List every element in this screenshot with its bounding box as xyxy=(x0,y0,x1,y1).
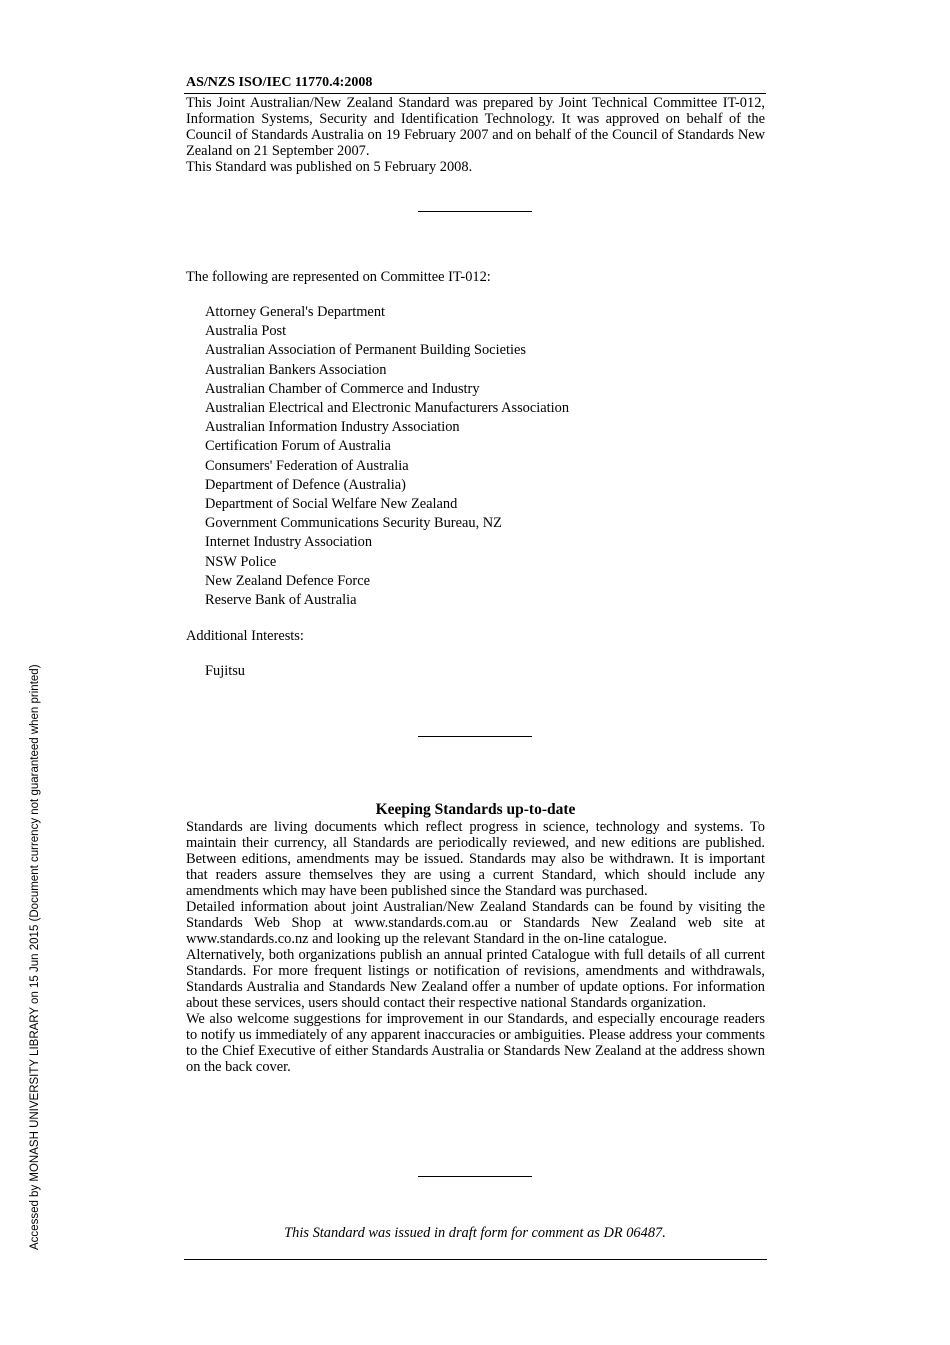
committee-intro: The following are represented on Committee IT-012: xyxy=(186,269,491,285)
committee-member: Australian Information Industry Association xyxy=(205,419,460,436)
additional-interest: Fujitsu xyxy=(205,663,245,679)
additional-interests-list xyxy=(205,662,245,681)
preparation-paragraph: This Joint Australian/New Zealand Standard was prepared by Joint Technical Committee IT-012, Information Systems, Security and Identification Technology. It was approved on behalf of the Council of Standards Australia on 19 February 2007 and on behalf of the Council of Standards New Zealand on 21 September 2007. xyxy=(186,95,765,159)
committee-member: Government Communications Security Bureau, NZ xyxy=(205,515,502,532)
footer-rule xyxy=(184,1259,767,1260)
section-divider xyxy=(418,211,532,212)
committee-member: Department of Defence (Australia) xyxy=(205,476,406,493)
committee-member: Australia Post xyxy=(205,323,287,340)
additional-interests-heading: Additional Interests: xyxy=(186,628,304,644)
keeping-paragraph: Detailed information about joint Australian/New Zealand Standards can be found by visiting the Standards Web Shop at www.standards.com.au or Standards New Zealand web site at www.standards.co.nz and looking up the relevant Standard in the on-line catalogue. xyxy=(186,899,765,947)
committee-member: Attorney General's Department xyxy=(205,304,386,320)
header-rule xyxy=(184,93,766,94)
section-divider xyxy=(418,1176,532,1177)
keeping-paragraph: Alternatively, both organizations publish an annual printed Catalogue with full details of all current Standards. For more frequent listings or notification of revisions, amendments and withdrawals, Standards Australia and Standards New Zealand offer a number of update options. For information about these services, users should contact their respective national Standards organization. xyxy=(186,947,765,1011)
document-identifier: AS/NZS ISO/IEC 11770.4:2008 xyxy=(186,75,373,90)
committee-member: Australian Association of Permanent Building Societies xyxy=(205,342,526,359)
committee-member: New Zealand Defence Force xyxy=(205,572,371,589)
committee-member: Australian Bankers Association xyxy=(205,361,387,378)
access-watermark: Accessed by MONASH UNIVERSITY LIBRARY on 15 Jun 2015 (Document currency not guaranteed when printed) xyxy=(29,664,41,1250)
committee-member: NSW Police xyxy=(205,553,277,570)
committee-member: Internet Industry Association xyxy=(205,534,373,551)
publication-date-paragraph: This Standard was published on 5 February 2008. xyxy=(186,159,473,175)
committee-member: Department of Social Welfare New Zealand xyxy=(205,496,458,513)
committee-member-list xyxy=(205,303,569,610)
draft-note: This Standard was issued in draft form for comment as DR 06487. xyxy=(284,1225,666,1241)
keeping-paragraph: We also welcome suggestions for improvement in our Standards, and especially encourage readers to notify us immediately of any apparent inaccuracies or ambiguities. Please address your comments to the Chief Executive of either Standards Australia or Standards New Zealand at the address shown on the back cover. xyxy=(186,1011,765,1075)
keeping-standards-body xyxy=(186,819,765,1075)
committee-member: Consumers' Federation of Australia xyxy=(205,457,409,474)
keeping-standards-title: Keeping Standards up-to-date xyxy=(375,801,576,818)
preparation-statement xyxy=(186,95,765,175)
committee-member: Australian Chamber of Commerce and Industry xyxy=(205,380,480,397)
committee-member: Reserve Bank of Australia xyxy=(205,592,357,609)
section-divider xyxy=(418,736,532,737)
committee-member: Australian Electrical and Electronic Manufacturers Association xyxy=(205,400,570,417)
committee-member: Certification Forum of Australia xyxy=(205,438,391,455)
keeping-paragraph: Standards are living documents which reflect progress in science, technology and systems. To maintain their currency, all Standards are periodically reviewed, and new editions are published. Between editions, amendments may be issued. Standards may also be withdrawn. It is important that readers assure themselves they are using a current Standard, which should include any amendments which may have been published since the Standard was purchased. xyxy=(186,819,765,899)
